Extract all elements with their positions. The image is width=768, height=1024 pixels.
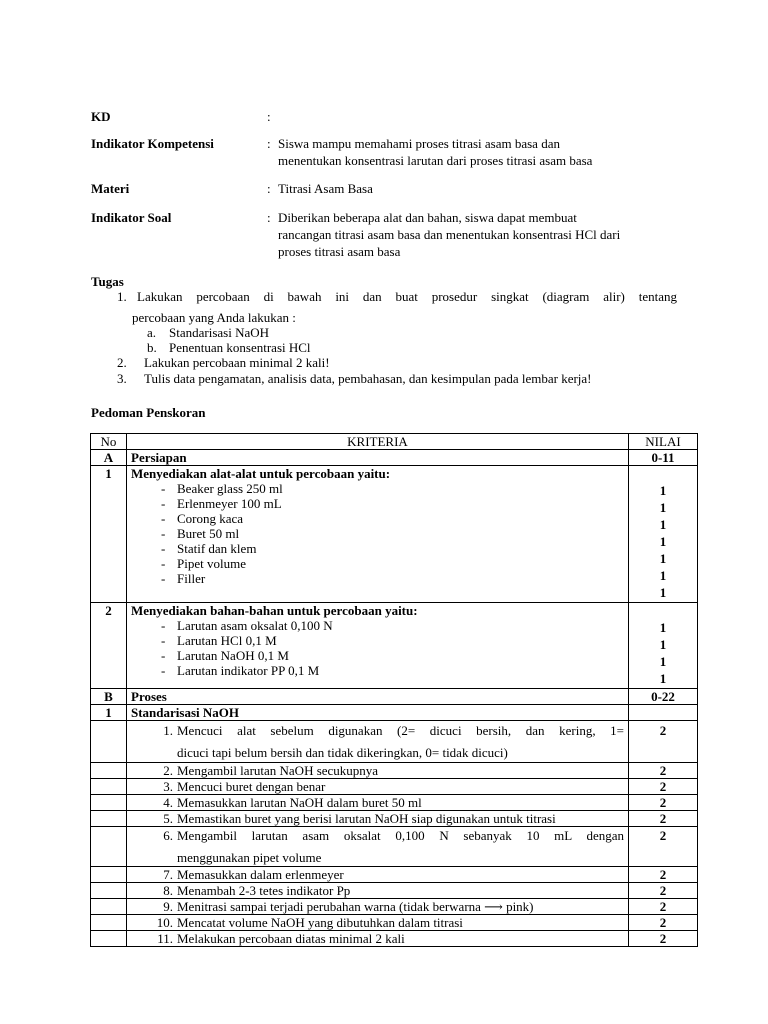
section-a-no: A: [91, 450, 127, 466]
rubric-title: Pedoman Penskoran: [91, 405, 206, 420]
step-no-cell: [91, 883, 127, 899]
step-number: 5.: [163, 811, 173, 826]
list-item: - Filler: [131, 571, 624, 586]
a1-kriteria: [127, 466, 629, 603]
indikator-soal-value: [278, 210, 688, 261]
a2-no: 2: [91, 603, 127, 689]
table-header-row: [91, 434, 698, 450]
section-b-no: B: [91, 689, 127, 705]
table-row: [91, 931, 698, 947]
step-text-cont: menggunakan pipet volume: [177, 850, 322, 865]
text-line: Siswa mampu memahami proses titrasi asam basa dan: [278, 136, 560, 151]
step-text: Memasukkan larutan NaOH dalam buret 50 ml: [177, 795, 422, 810]
step-line: [131, 867, 624, 882]
value: 1: [659, 654, 667, 669]
section-b-nilai: 0-22: [629, 689, 698, 705]
indikator-soal-label: Indikator Soal: [91, 210, 172, 225]
step-value: 2: [629, 915, 698, 931]
step-line: [131, 827, 624, 850]
list-item: - Larutan asam oksalat 0,100 N: [131, 618, 624, 633]
step-number: 8.: [163, 883, 173, 898]
materi-value: [278, 181, 688, 198]
step-2: [127, 763, 629, 779]
step-no-cell: [91, 867, 127, 883]
rubric-table: [90, 433, 698, 947]
subitem-text: Penentuan konsentrasi HCl: [169, 340, 311, 355]
step-number: 6.: [163, 828, 173, 843]
step-line: [131, 915, 624, 930]
table-row: [91, 603, 698, 689]
step-text: Melakukan percobaan diatas minimal 2 kali: [177, 931, 405, 946]
step-line: [131, 763, 624, 778]
step-6: [127, 827, 629, 867]
step-number: 11.: [157, 931, 173, 946]
step-value: 2: [629, 827, 698, 867]
subitem-a: [147, 325, 270, 340]
step-5: [127, 811, 629, 827]
step-7: [127, 867, 629, 883]
section-a-title: Persiapan: [127, 450, 629, 466]
step-text: Memasukkan dalam erlenmeyer: [177, 867, 344, 882]
header-no: No: [91, 434, 127, 450]
materi-label: Materi: [91, 181, 130, 196]
indikator-soal-colon: :: [267, 210, 271, 225]
task-3: [117, 371, 592, 386]
step-value: 2: [629, 899, 698, 915]
step-value: 2: [629, 883, 698, 899]
tugas-title: Tugas: [91, 274, 124, 289]
table-row: [91, 899, 698, 915]
table-row: [91, 721, 698, 763]
text-line: Diberikan beberapa alat dan bahan, siswa dapat membuat: [278, 210, 577, 225]
value: 1: [659, 620, 667, 635]
step-no-cell: [91, 763, 127, 779]
table-row: [91, 763, 698, 779]
step-4: [127, 795, 629, 811]
list-item: - Corong kaca: [131, 511, 624, 526]
step-text: Mengambil larutan NaOH secukupnya: [177, 763, 379, 778]
step-no-cell: [91, 827, 127, 867]
step-line: [131, 931, 624, 946]
step-3: [127, 779, 629, 795]
a1-values: [629, 466, 698, 603]
value: 1: [659, 500, 667, 515]
b1-title: Standarisasi NaOH: [127, 705, 629, 721]
step-8: [127, 883, 629, 899]
header-kriteria: KRITERIA: [127, 434, 629, 450]
step-number: 10.: [156, 915, 173, 930]
step-text: Memastikan buret yang berisi larutan NaOH siap digunakan untuk titrasi: [177, 811, 556, 826]
step-no-cell: [91, 779, 127, 795]
text-line: proses titrasi asam basa: [278, 244, 401, 259]
task-2-number: 2.: [117, 355, 127, 370]
step-no-cell: [91, 795, 127, 811]
step-line: [131, 795, 624, 810]
list-item: - Larutan NaOH 0,1 M: [131, 648, 624, 663]
section-a-row: [91, 450, 698, 466]
text-line: Titrasi Asam Basa: [278, 181, 373, 196]
step-value: 2: [629, 795, 698, 811]
kd-colon: :: [267, 109, 271, 124]
step-number: 2.: [163, 763, 173, 778]
text-line: rancangan titrasi asam basa dan menentukan konsentrasi HCl dari: [278, 227, 621, 242]
value: 1: [659, 568, 667, 583]
list-item: - Larutan indikator PP 0,1 M: [131, 663, 624, 678]
step-text: Mencuci alat sebelum digunakan (2= dicuci bersih, dan kering, 1=: [177, 723, 624, 738]
step-value: 2: [629, 763, 698, 779]
list-item: - Pipet volume: [131, 556, 624, 571]
indikator-kompetensi-label: Indikator Kompetensi: [91, 136, 214, 151]
step-value: 2: [629, 721, 698, 763]
step-line: [131, 779, 624, 794]
materi-colon: :: [267, 181, 271, 196]
indikator-kompetensi-colon: :: [267, 136, 271, 151]
list-item: - Beaker glass 250 ml: [131, 481, 624, 496]
header-nilai: NILAI: [629, 434, 698, 450]
task-1-text-cont: percobaan yang Anda lakukan :: [132, 310, 296, 325]
task-2: [117, 355, 330, 370]
list-item: - Buret 50 ml: [131, 526, 624, 541]
step-text: Mencatat volume NaOH yang dibutuhkan dalam titrasi: [177, 915, 463, 930]
step-value: 2: [629, 931, 698, 947]
step-no-cell: [91, 899, 127, 915]
step-no-cell: [91, 811, 127, 827]
a2-kriteria: [127, 603, 629, 689]
step-text: Menitrasi sampai terjadi perubahan warna (tidak berwarna ⟶ pink): [177, 899, 534, 914]
indikator-kompetensi-value: [278, 136, 688, 170]
list-item: - Larutan HCl 0,1 M: [131, 633, 624, 648]
section-b-row: [91, 689, 698, 705]
value: 1: [659, 671, 667, 686]
step-9: [127, 899, 629, 915]
table-row: [91, 705, 698, 721]
task-1-text: Lakukan percobaan di bawah ini dan buat prosedur singkat (diagram alir) tentang: [137, 289, 677, 304]
table-row: [91, 867, 698, 883]
step-value: 2: [629, 867, 698, 883]
value: 1: [659, 637, 667, 652]
step-text: Mengambil larutan asam oksalat 0,100 N sebanyak 10 mL dengan: [177, 828, 624, 843]
step-text: Mencuci buret dengan benar: [177, 779, 326, 794]
step-1: [127, 721, 629, 763]
value: 1: [659, 517, 667, 532]
task-2-text: Lakukan percobaan minimal 2 kali!: [144, 355, 330, 370]
b1-nilai: [629, 705, 698, 721]
step-value: 2: [629, 779, 698, 795]
step-no-cell: [91, 721, 127, 763]
subitem-letter: a.: [147, 325, 157, 340]
task-1-number: 1.: [117, 289, 127, 304]
step-text-cont: dicuci tapi belum bersih dan tidak dikeringkan, 0= tidak dicuci): [177, 745, 508, 760]
step-line: [131, 811, 624, 826]
step-line: [131, 883, 624, 898]
step-number: 3.: [163, 779, 173, 794]
b1-no: 1: [91, 705, 127, 721]
a1-title: Menyediakan alat-alat untuk percobaan yaitu:: [131, 466, 391, 481]
text-line: menentukan konsentrasi larutan dari proses titrasi asam basa: [278, 153, 593, 168]
value: 1: [659, 585, 667, 600]
task-3-text: Tulis data pengamatan, analisis data, pembahasan, dan kesimpulan pada lembar kerja!: [144, 371, 592, 386]
subitem-letter: b.: [147, 340, 157, 355]
subitem-b: [147, 340, 311, 355]
section-a-nilai: 0-11: [629, 450, 698, 466]
step-no-cell: [91, 931, 127, 947]
table-row: [91, 827, 698, 867]
value: 1: [659, 534, 667, 549]
table-row: [91, 811, 698, 827]
value: 1: [659, 551, 667, 566]
table-row: [91, 466, 698, 603]
kd-label: KD: [91, 109, 111, 124]
step-no-cell: [91, 915, 127, 931]
step-value: 2: [629, 811, 698, 827]
table-row: [91, 915, 698, 931]
table-row: [91, 883, 698, 899]
step-text: Menambah 2-3 tetes indikator Pp: [177, 883, 351, 898]
step-11: [127, 931, 629, 947]
table-row: [91, 795, 698, 811]
value: 1: [659, 483, 667, 498]
task-3-number: 3.: [117, 371, 127, 386]
step-10: [127, 915, 629, 931]
list-item: - Erlenmeyer 100 mL: [131, 496, 624, 511]
section-b-title: Proses: [127, 689, 629, 705]
step-number: 1.: [163, 723, 173, 738]
step-number: 9.: [163, 899, 173, 914]
step-number: 7.: [163, 867, 173, 882]
subitem-text: Standarisasi NaOH: [169, 325, 270, 340]
a2-values: [629, 603, 698, 689]
list-item: - Statif dan klem: [131, 541, 624, 556]
table-row: [91, 779, 698, 795]
step-line: [131, 899, 624, 914]
step-number: 4.: [163, 795, 173, 810]
a1-no: 1: [91, 466, 127, 603]
a2-title: Menyediakan bahan-bahan untuk percobaan yaitu:: [131, 603, 418, 618]
step-line: [131, 721, 624, 745]
